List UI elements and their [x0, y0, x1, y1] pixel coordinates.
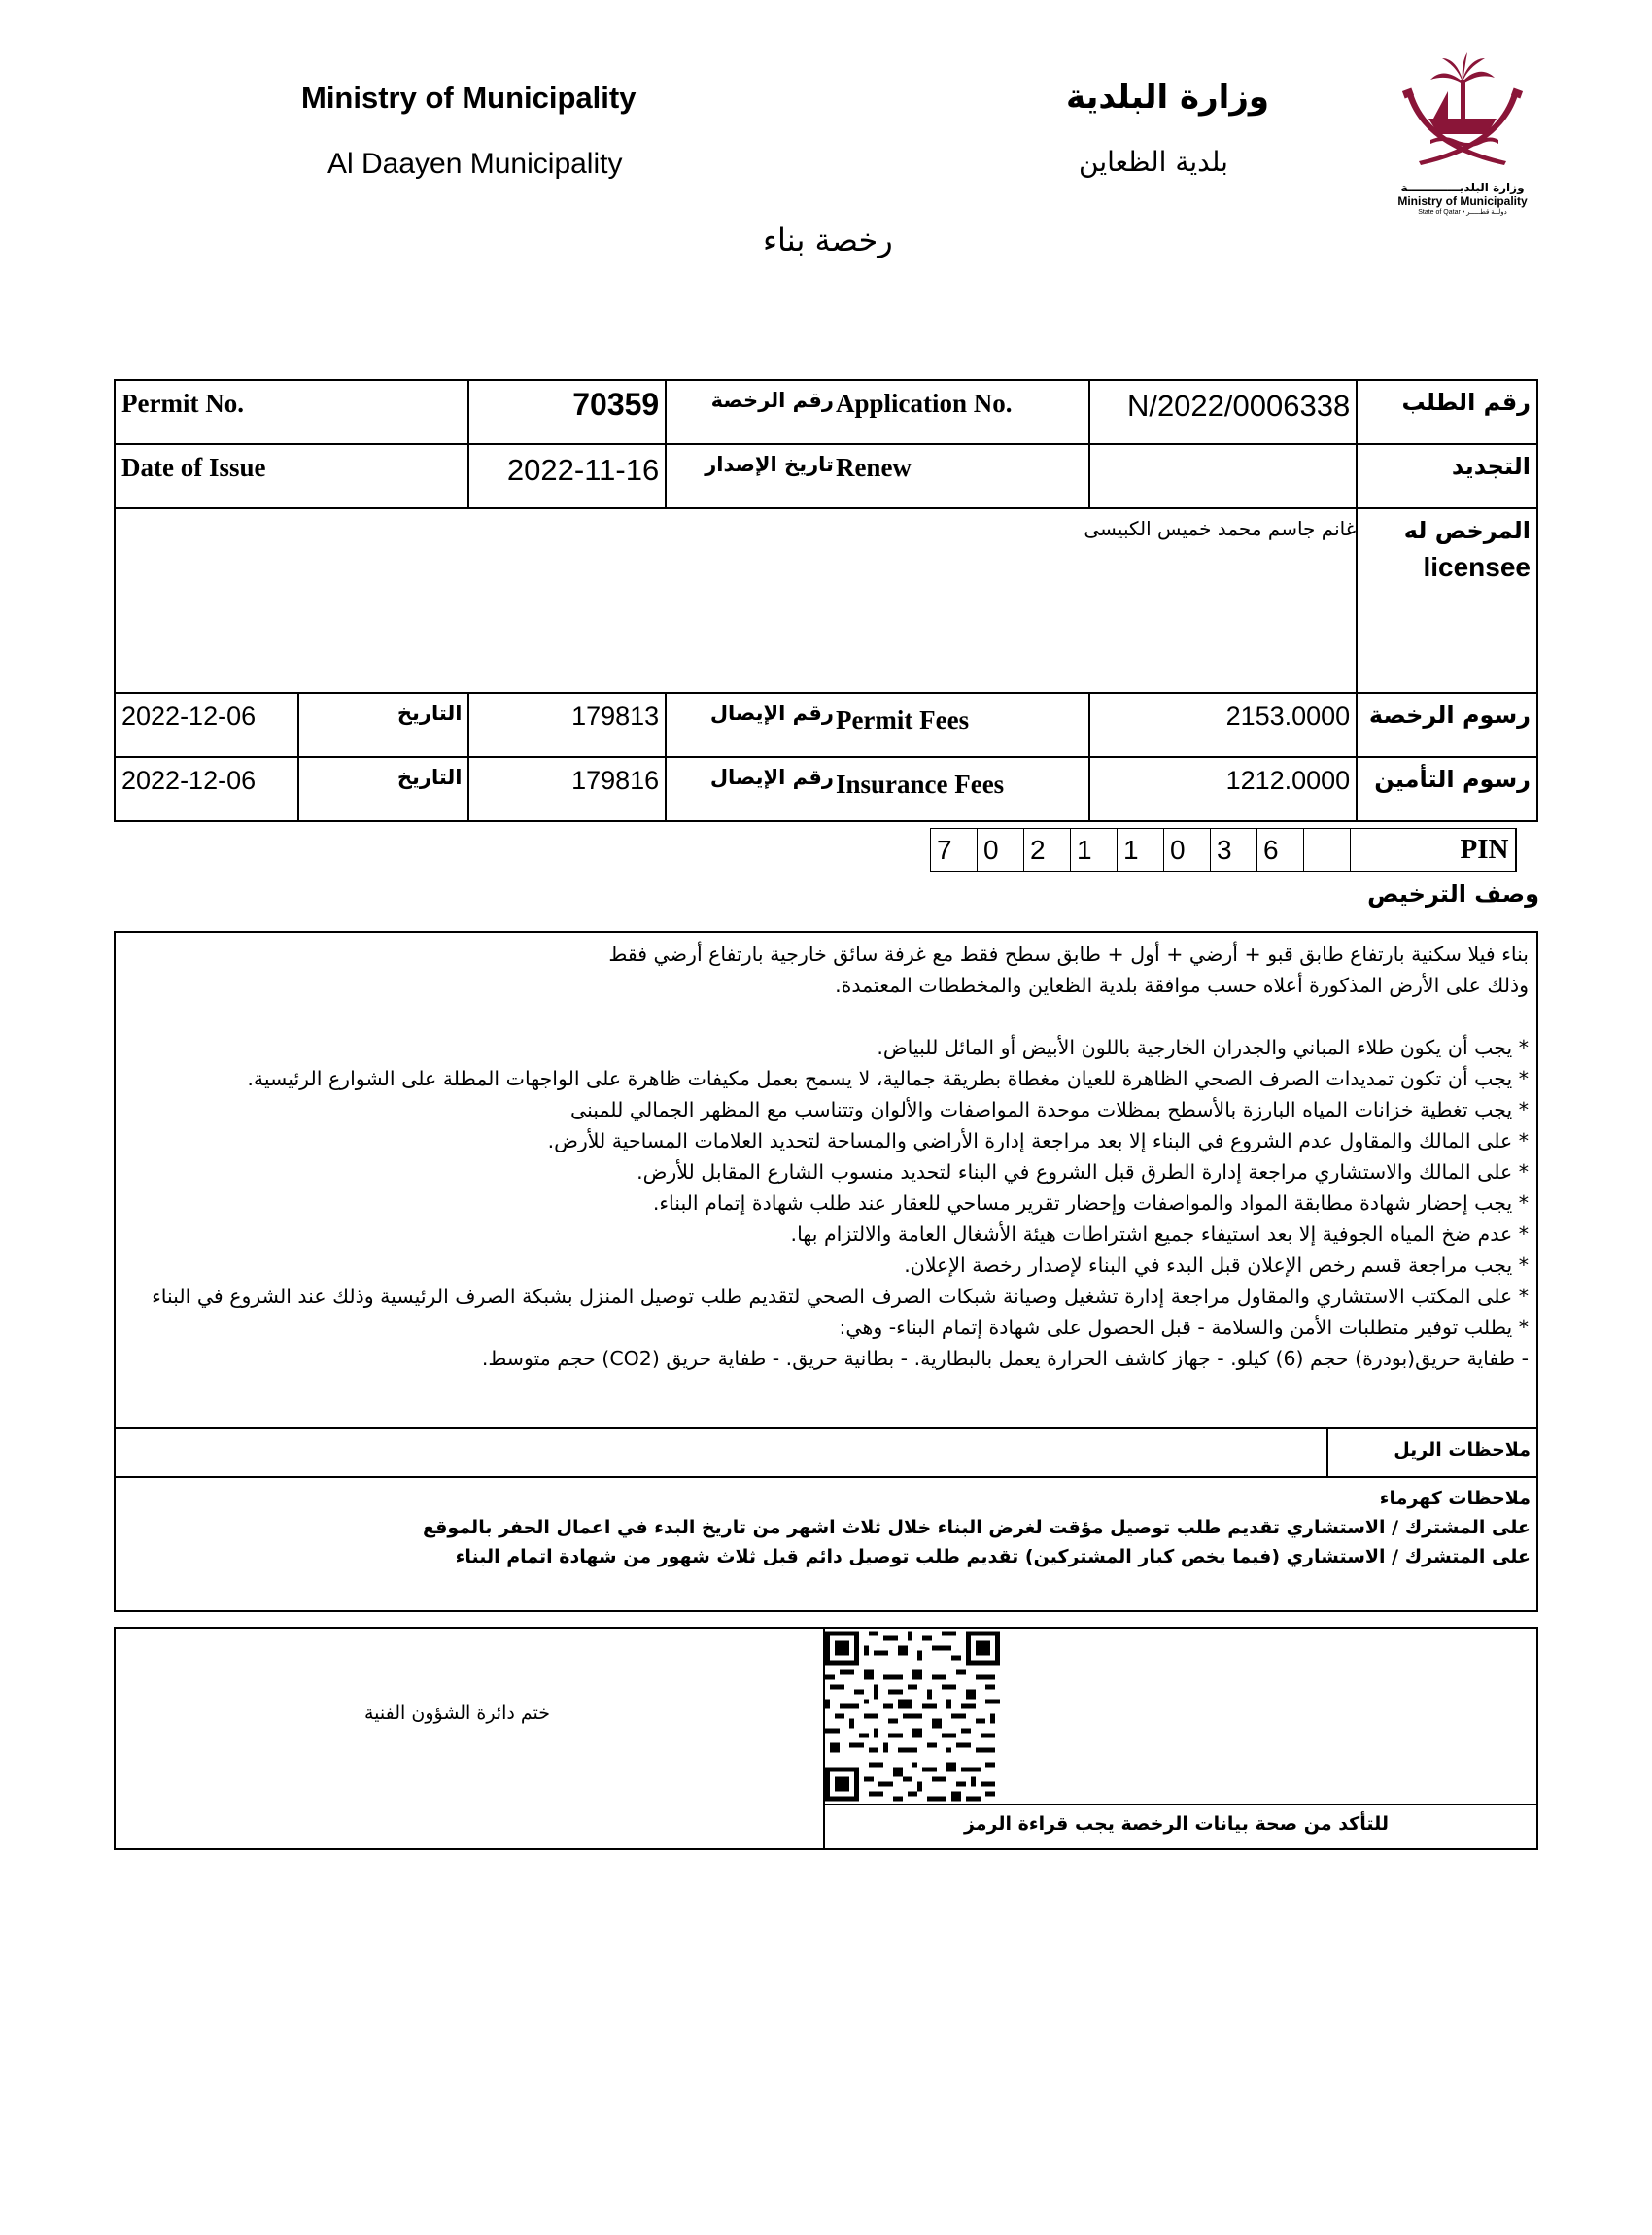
- permit-fees-receipt-label: رقم الإيصال: [709, 702, 834, 725]
- pin-digit: [1304, 829, 1351, 872]
- issue-row: [115, 444, 1537, 508]
- date-issue-value: 2022-11-16: [506, 453, 660, 487]
- kahramaa-notes-label: ملاحظات كهرماء: [1379, 1488, 1531, 1509]
- description-line: - طفاية حريق(بودرة) حجم (6) كيلو. - جهاز كاشف الحرارة يعمل بالبطارية. - بطانية حريق. - طفاية حريق (CO2) حجم متوسط.: [481, 1347, 1529, 1370]
- description-line: * على المالك والاستشاري مراجعة إدارة الطرق قبل الشروع في البناء لتحديد منسوب الشارع المقابل للأرض.: [637, 1160, 1529, 1184]
- description-box: [114, 931, 1538, 1429]
- ministry-name-en: Ministry of Municipality: [301, 81, 637, 115]
- licensee-name: غانم جاسم محمد خميس الكبيسى: [1084, 517, 1357, 540]
- qr-caption: للتأكد من صحة بيانات الرخصة يجب قراءة الرمز: [963, 1813, 1389, 1835]
- insurance-fees-row: [115, 757, 1537, 821]
- municipality-name-ar: بلدية الظعاين: [1079, 146, 1228, 178]
- kahramaa-note-line: على المتشرك / الاستشاري (فيما يخص كبار المشتركين) تقديم طلب توصيل دائم قبل ثلاث شهور من شهادة اتمام البناء: [455, 1546, 1531, 1567]
- pin-digit: 0: [1164, 829, 1211, 872]
- description-line: * على المكتب الاستشاري والمقاول مراجعة إدارة تشغيل وصيانة شبكات الصرف الصحي لتقديم طلب توصيل المنزل بشبكة الصرف الرئيسية وذلك عند الشروع في البناء: [152, 1285, 1529, 1308]
- description-line: بناء فيلا سكنية بارتفاع طابق قبو + أرضي + أول + طابق سطح فقط مع غرفة سائق خارجية بارتفاع أرضي فقط: [608, 943, 1529, 966]
- licensee-label-ar: المرخص له: [1403, 517, 1531, 544]
- pin-digit: 7: [931, 829, 978, 872]
- description-line: * يطلب توفير متطلبات الأمن والسلامة - قبل الحصول على شهادة إتمام البناء- وهي:: [839, 1316, 1529, 1339]
- pin-table: [930, 828, 1517, 872]
- insurance-fees-label-en: Insurance Fees: [835, 770, 1005, 799]
- permit-fees-date-label: التاريخ: [396, 702, 463, 725]
- municipality-name-en: Al Daayen Municipality: [327, 148, 623, 180]
- permit-no-label-ar: رقم الرخصة: [710, 389, 834, 412]
- qr-caption-divider: [825, 1804, 1536, 1805]
- insurance-fees-receipt: 179816: [571, 766, 660, 795]
- qr-code-icon: [825, 1631, 1000, 1802]
- stamp-label: ختم دائرة الشؤون الفنية: [364, 1702, 551, 1724]
- permit-fees-amount: 2153.0000: [1225, 702, 1351, 731]
- description-line: * يجب أن تكون تمديدات الصرف الصحي الظاهرة للعيان مغطاة بطريقة جمالية، لا يسمح بعمل مكيفات ظاهرة على الواجهات المطلة على الشوارع الرئيسية.: [247, 1067, 1529, 1090]
- ministry-logo: [1390, 51, 1535, 216]
- permit-row: [115, 380, 1537, 444]
- application-no-value: N/2022/0006338: [1126, 389, 1351, 423]
- renew-label-ar: التجديد: [1451, 453, 1531, 480]
- logo-text-en: Ministry of Municipality: [1397, 194, 1528, 208]
- rayyan-notes-label: ملاحظات الريل: [1394, 1439, 1531, 1461]
- description-line: * يجب إحضار شهادة مطابقة المواد والمواصفات وإحضار تقرير مساحي للعقار عند طلب شهادة إتمام البناء.: [652, 1191, 1529, 1215]
- pin-digit: 1: [1071, 829, 1118, 872]
- description-line: وذلك على الأرض المذكورة أعلاه حسب موافقة بلدية الظعاين والمخططات المعتمدة.: [835, 974, 1529, 997]
- description-line: * يجب تغطية خزانات المياه البارزة بالأسطح بمظلات موحدة المواصفات والألوان وتتناسب مع المظهر الجمالي للمبنى: [570, 1098, 1529, 1121]
- licensee-row: [115, 508, 1537, 693]
- description-line: * يجب مراجعة قسم رخص الإعلان قبل البدء في البناء لإصدار رخصة الإعلان.: [904, 1254, 1529, 1277]
- permit-fees-label-en: Permit Fees: [835, 705, 970, 735]
- permit-no-value: 70359: [572, 387, 660, 422]
- permit-fees-date: 2022-12-06: [121, 702, 257, 731]
- rayyan-notes-row: [114, 1427, 1538, 1478]
- pin-digit: 6: [1257, 829, 1304, 872]
- renew-label-en: Renew: [835, 453, 912, 482]
- pin-digit: 3: [1211, 829, 1257, 872]
- date-issue-label-en: Date of Issue: [121, 453, 266, 482]
- insurance-fees-label-ar: رسوم التأمين: [1374, 766, 1531, 793]
- application-no-label-ar: رقم الطلب: [1401, 389, 1531, 416]
- pin-digit: 0: [978, 829, 1024, 872]
- ministry-name-ar: وزارة البلدية: [1066, 78, 1270, 117]
- description-heading: وصف الترخيص: [1367, 880, 1539, 908]
- insurance-fees-amount: 1212.0000: [1225, 766, 1351, 795]
- pin-digit: 2: [1024, 829, 1071, 872]
- description-line: * عدم ضخ المياه الجوفية إلا بعد استيفاء جميع اشتراطات هيئة الأشغال العامة والالتزام بها.: [790, 1222, 1529, 1246]
- kahramaa-notes-box: [114, 1476, 1538, 1612]
- permit-fees-receipt: 179813: [571, 702, 660, 731]
- insurance-fees-date-label: التاريخ: [396, 766, 463, 789]
- footer-box: [114, 1627, 1538, 1850]
- description-line: * يجب أن يكون طلاء المباني والجدران الخارجية باللون الأبيض أو المائل للبياض.: [877, 1036, 1529, 1059]
- insurance-fees-receipt-label: رقم الإيصال: [709, 766, 834, 789]
- kahramaa-note-line: على المشترك / الاستشاري تقديم طلب توصيل مؤقت لغرض البناء خلال ثلاث اشهر من تاريخ البدء في اعمال الحفر بالموقع: [422, 1517, 1531, 1538]
- pin-digit: 1: [1118, 829, 1164, 872]
- rayyan-notes-divider: [1326, 1429, 1328, 1476]
- document-title: رخصة بناء: [763, 222, 893, 258]
- permit-info-table: [114, 379, 1538, 822]
- logo-text-ar: وزارة البلديـــــــــــــة: [1400, 181, 1525, 194]
- pin-label: PIN: [1351, 829, 1516, 872]
- application-no-label-en: Application No.: [835, 389, 1013, 418]
- licensee-label-en: licensee: [1423, 552, 1531, 582]
- ministry-emblem-icon: [1390, 51, 1535, 175]
- date-issue-label-ar: تاريخ الإصدار: [705, 453, 834, 476]
- qr-code: [825, 1631, 1000, 1802]
- permit-fees-row: [115, 693, 1537, 757]
- insurance-fees-date: 2022-12-06: [121, 766, 257, 795]
- permit-no-label-en: Permit No.: [121, 389, 244, 418]
- description-line: [127, 1001, 1529, 1032]
- permit-fees-label-ar: رسوم الرخصة: [1368, 702, 1531, 729]
- description-line: * على المالك والمقاول عدم الشروع في البناء إلا بعد مراجعة إدارة الأراضي والمساحة لتحديد العلامات المساحية للأرض.: [547, 1129, 1529, 1152]
- logo-subtext: State of Qatar • دولــة قطـــــر: [1418, 209, 1507, 216]
